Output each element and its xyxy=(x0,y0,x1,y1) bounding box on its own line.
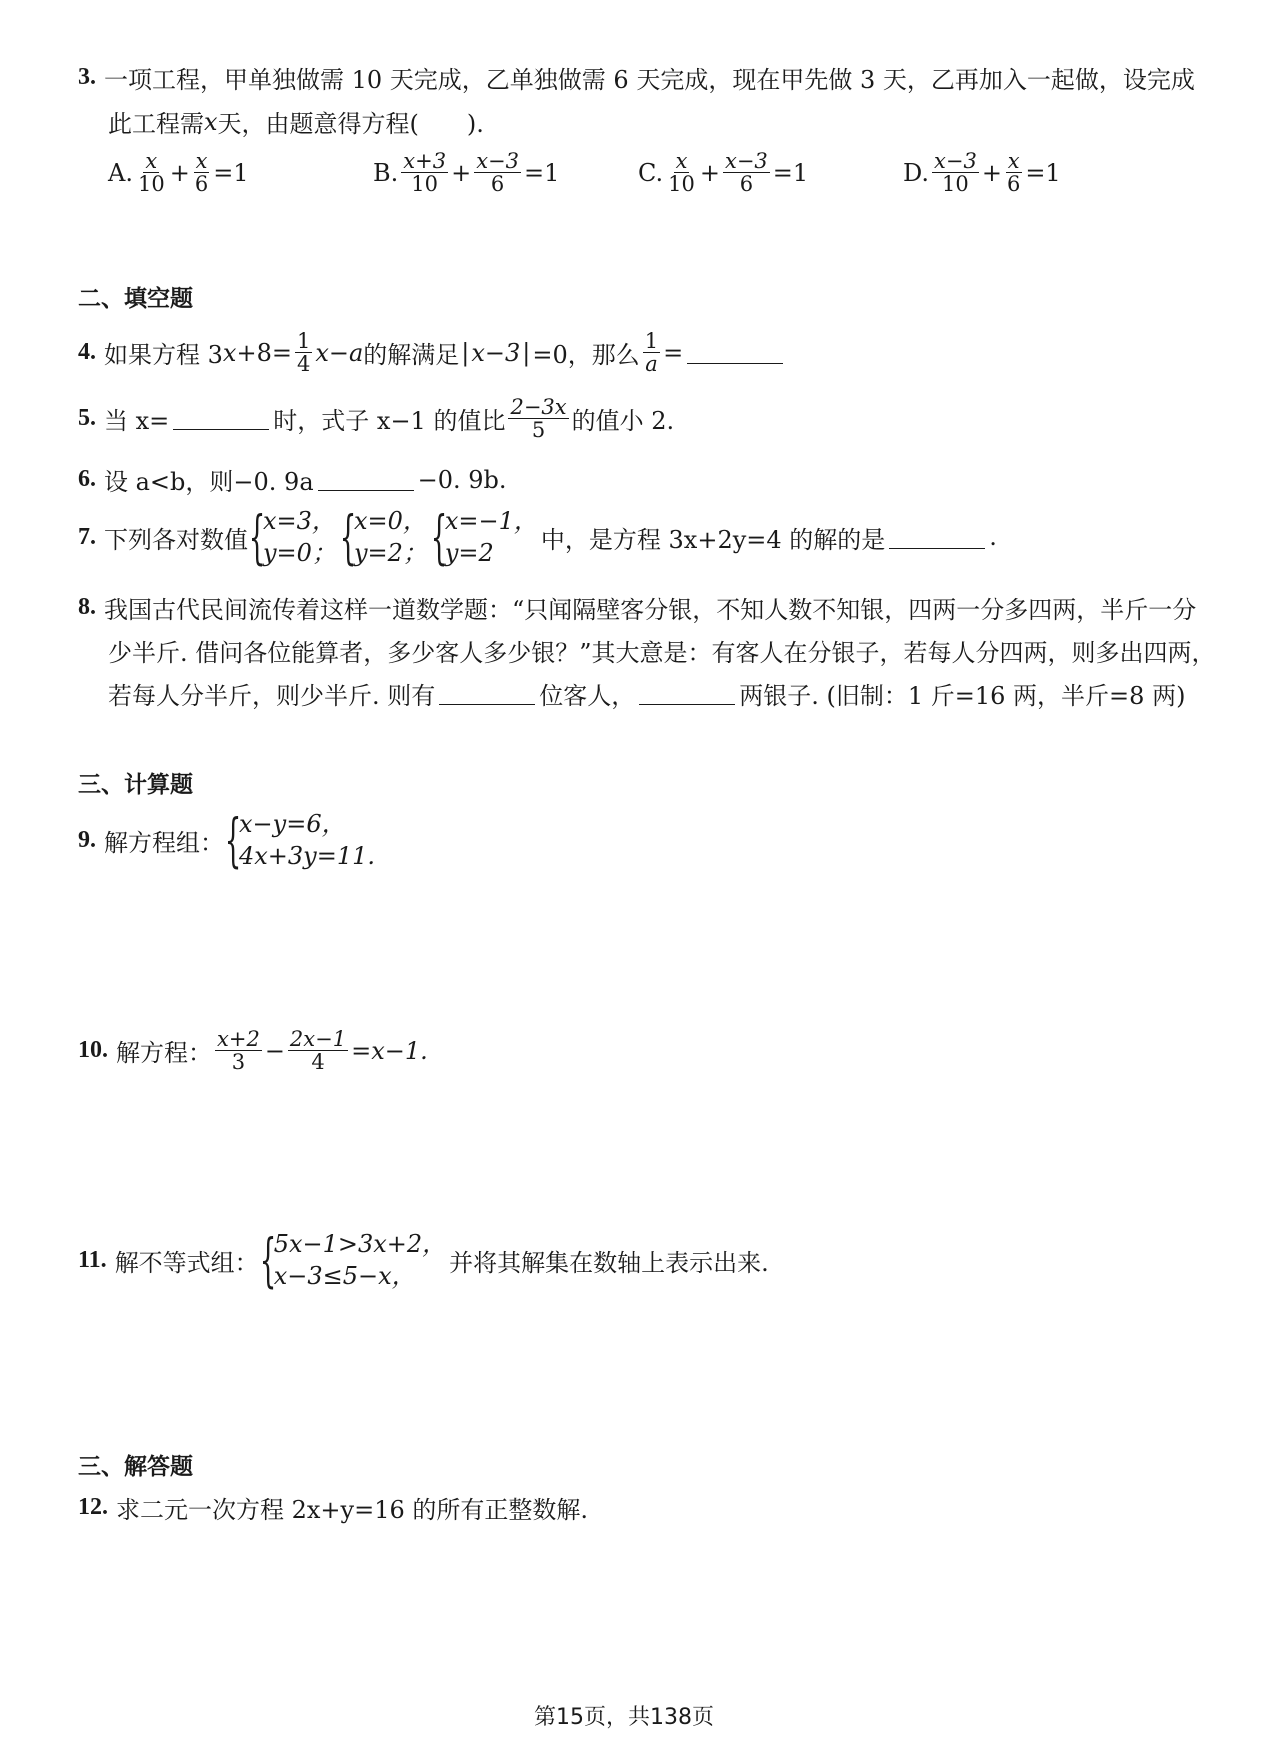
q3-text-line1: 一项工程，甲单独做需 10 天完成，乙单独做需 6 天完成，现在甲先做 3 天，乙再加入一起做，设完成 xyxy=(104,66,1195,94)
section-heading-answer: 三、解答题 xyxy=(78,1454,193,1480)
q4-expr: x−a xyxy=(315,338,364,367)
system-top: 5x−1>3x+2， xyxy=(273,1230,447,1258)
frac-den: 10 xyxy=(668,172,695,197)
pair-top: x=−1， xyxy=(444,507,538,535)
q9-text-a: 解方程组： xyxy=(104,828,224,857)
q4-text-d: 的解满足 xyxy=(363,341,460,370)
system-bottom: x−3≤5−x， xyxy=(273,1262,416,1291)
q6-text-a: 设 a<b，则−0. 9a xyxy=(104,468,314,496)
q10-number: 10. xyxy=(78,1037,108,1064)
q4-text-b: +8= xyxy=(236,338,292,367)
q3-options xyxy=(108,150,1168,195)
q4-abs-expr: x−3 xyxy=(471,338,521,367)
frac-num: 1 xyxy=(296,329,311,353)
q5-answer-blank[interactable] xyxy=(173,407,269,430)
q5-text-b: 时，式子 x−1 的值比 xyxy=(273,407,506,436)
rhs: =1 xyxy=(1025,158,1061,187)
q5-text-a: 当 x= xyxy=(104,407,170,436)
q7-pair-3: { x=−1， y=2 xyxy=(430,503,538,572)
system-bottom: 4x+3y=11. xyxy=(239,842,376,871)
operator: + xyxy=(981,158,1002,187)
frac-num: 2−3x xyxy=(510,395,567,419)
q6-text-b: −0. 9b. xyxy=(417,465,507,494)
q6-line xyxy=(78,462,507,497)
q10-rhs: =x−1. xyxy=(351,1036,428,1065)
q4-answer-blank[interactable] xyxy=(687,341,783,364)
q8-text-line1: 我国古代民间流传着这样一道数学题：“只闻隔壁客分银，不知人数不知银，四两一分多四两，半斤一分 xyxy=(104,596,1197,624)
q12-text-a: 求二元一次方程 2x+y=16 的所有正整数解. xyxy=(116,1496,589,1524)
q11-line xyxy=(78,1228,769,1293)
q9-line xyxy=(78,808,378,873)
operator: − xyxy=(264,1036,285,1065)
rhs: =1 xyxy=(772,158,809,187)
frac-num: x xyxy=(1007,149,1020,173)
q3-line2 xyxy=(108,104,484,139)
q7-text-b: 中，是方程 3x+2y=4 的解的是 xyxy=(540,525,886,554)
pair-top: x=0， xyxy=(353,507,427,535)
q8-line1 xyxy=(78,590,1196,625)
frac-den: 3 xyxy=(231,1050,246,1075)
q10-text-a: 解方程： xyxy=(116,1039,212,1068)
frac-num: x−3 xyxy=(724,149,768,173)
frac-num: x+2 xyxy=(217,1027,260,1051)
q5-number: 5. xyxy=(78,405,96,432)
rhs: =1 xyxy=(213,158,249,187)
frac-den: 4 xyxy=(296,352,311,377)
frac-num: x+3 xyxy=(403,149,447,173)
frac-den: 10 xyxy=(411,172,439,197)
operator: + xyxy=(169,158,190,187)
frac-num: 1 xyxy=(644,329,659,353)
q7-text-a: 下列各对数值 xyxy=(104,525,248,554)
section-heading-calculation: 三、计算题 xyxy=(78,772,193,798)
frac-num: x−3 xyxy=(934,149,977,173)
q6-number: 6. xyxy=(78,466,96,492)
frac-num: 2x−1 xyxy=(289,1027,347,1051)
operator: + xyxy=(699,158,720,187)
q8-answer-blank-guests[interactable] xyxy=(439,682,535,705)
q4-var: x xyxy=(222,338,237,367)
operator: + xyxy=(451,158,472,187)
frac-den: 4 xyxy=(311,1050,325,1075)
q12-number: 12. xyxy=(78,1494,108,1520)
option-label: C. xyxy=(638,158,664,187)
q8-answer-blank-silver[interactable] xyxy=(639,682,735,705)
frac-den: 5 xyxy=(531,418,546,443)
pair-bottom: y=0； xyxy=(263,539,336,568)
q4-number: 4. xyxy=(78,339,96,366)
q4-text-a: 如果方程 3 xyxy=(104,341,223,370)
q3-option-c xyxy=(638,150,903,195)
pair-bottom: y=2 xyxy=(444,539,494,568)
frac-den: 6 xyxy=(1006,172,1021,197)
frac-num: x xyxy=(195,149,208,173)
frac-den: 10 xyxy=(137,172,165,197)
page-footer: 第15页，共138页 xyxy=(534,1705,714,1730)
q8-number: 8. xyxy=(78,594,96,620)
q7-pair-2: { x=0， y=2； xyxy=(339,503,427,572)
q11-text-b: 并将其解集在数轴上表示出来. xyxy=(449,1248,769,1277)
q3-line1 xyxy=(78,60,1195,95)
rhs: =1 xyxy=(524,158,560,187)
frac-num: x xyxy=(145,149,158,173)
system-top: x−y=6， xyxy=(239,810,346,838)
frac-den: 6 xyxy=(739,172,754,197)
q4-text-g: = xyxy=(663,338,684,367)
q11-system: { 5x−1>3x+2， x−3≤5−x， xyxy=(259,1226,447,1295)
q8-text-line3b: 位客人， xyxy=(539,682,636,710)
q5-line xyxy=(78,396,674,441)
frac-den: a xyxy=(645,352,658,377)
q12-line xyxy=(78,1490,588,1525)
q9-number: 9. xyxy=(78,826,96,853)
q8-line3 xyxy=(108,676,1185,711)
q3-var: x xyxy=(204,107,218,136)
section-heading-fill-in: 二、填空题 xyxy=(78,286,193,312)
q7-answer-blank[interactable] xyxy=(889,526,985,549)
frac-num: x−3 xyxy=(476,149,519,173)
frac-den: 6 xyxy=(194,172,209,197)
pair-top: x=3， xyxy=(263,507,336,535)
q9-system: { x−y=6， 4x+3y=11. xyxy=(224,806,376,875)
q7-text-c: . xyxy=(989,523,997,552)
q3-text-line2b: 天，由题意得方程( ). xyxy=(217,110,484,138)
q7-line xyxy=(78,505,997,570)
q10-line xyxy=(78,1028,428,1073)
q3-option-b xyxy=(373,150,638,195)
frac-num: x xyxy=(675,149,688,173)
q3-text-line2a: 此工程需 xyxy=(108,110,204,138)
q3-option-a xyxy=(108,150,373,195)
q8-line2: 少半斤. 借问各位能算者，多少客人多少银？”其大意是：有客人在分银子，若每人分四两，则多出四两， xyxy=(108,639,1216,667)
q11-text-a: 解不等式组： xyxy=(114,1248,259,1277)
q7-pair-1: { x=3， y=0； xyxy=(248,503,336,572)
q8-text-line3a: 若每人分半斤，则少半斤. 则有 xyxy=(108,682,436,710)
q4-text-e: =0，那么 xyxy=(532,341,640,370)
pair-bottom: y=2； xyxy=(353,539,427,568)
option-label: D. xyxy=(903,158,930,187)
q3-option-d xyxy=(903,150,1168,195)
frac-den: 10 xyxy=(942,172,969,197)
q4-line: 4. 如果方程 3 x +8= $\frac{1}{4}$ x−a 的解满足 | x−3 | =0，那么 $\frac{1}{a}$ = xyxy=(78,330,787,375)
option-label: B. xyxy=(373,158,399,187)
frac-den: 6 xyxy=(490,172,505,197)
q7-number: 7. xyxy=(78,523,96,550)
q8-text-line3c: 两银子. (旧制：1 斤=16 两，半斤=8 两) xyxy=(739,682,1186,710)
q3-number: 3. xyxy=(78,64,96,90)
q6-answer-blank[interactable] xyxy=(318,468,414,491)
q5-text-c: 的值小 2. xyxy=(571,407,675,436)
option-label: A. xyxy=(108,158,133,187)
q11-number: 11. xyxy=(78,1246,107,1273)
